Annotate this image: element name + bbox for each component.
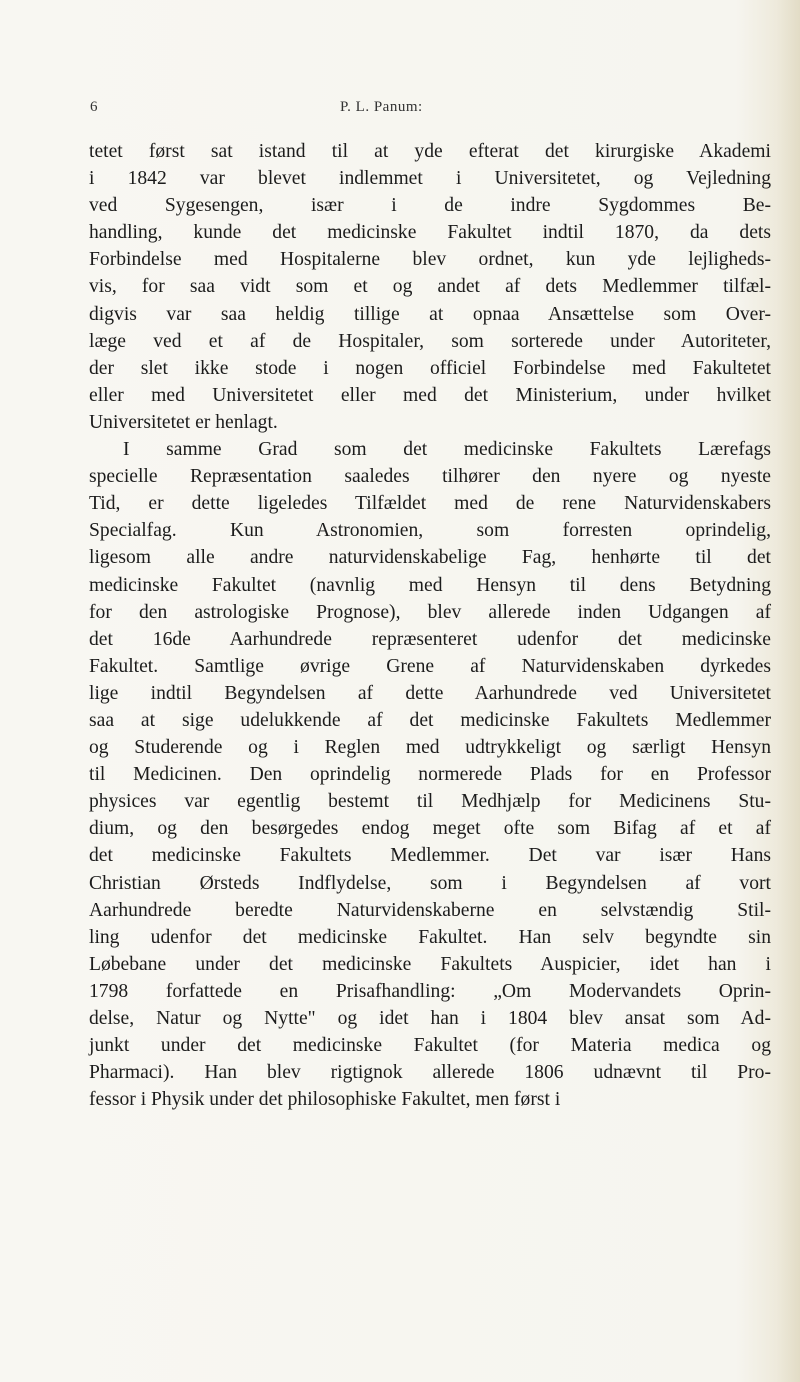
text-line: tetet først sat istand til at yde efterat det kirurgiske Akademi [89, 141, 771, 162]
text-line: vis, for saa vidt som et og andet af dets Medlemmer tilfæl- [89, 276, 771, 298]
text-line: læge ved et af de Hospitaler, som sorterede under Autoriteter, [89, 330, 771, 352]
text-line: Universitetet er henlagt. [89, 411, 278, 433]
text-line: det 16de Aarhundrede repræsenteret udenfor det medicinske [89, 628, 771, 650]
text-line: saa at sige udelukkende af det medicinske Fakultets Medlemmer [89, 709, 771, 731]
text-line: digvis var saa heldig tillige at opnaa Ansættelse som Over- [89, 303, 771, 325]
text-line: eller med Universitetet eller med det Ministerium, under hvilket [89, 384, 771, 406]
text-line: der slet ikke stode i nogen officiel Forbindelse med Fakultetet [89, 357, 771, 379]
text-line: Tid, er dette ligeledes Tilfældet med de rene Naturvidenskabers [89, 493, 771, 515]
running-head: P. L. Panum: [340, 99, 423, 115]
text-line: delse, Natur og Nytte" og idet han i 1804 blev ansat som Ad- [89, 1008, 771, 1029]
text-line: Pharmaci). Han blev rigtignok allerede 1806 udnævnt til Pro- [89, 1062, 771, 1084]
text-line: fessor i Physik under det philosophiske Fakultet, men først i [89, 1089, 561, 1111]
text-line: Christian Ørsteds Indflydelse, som i Begyndelsen af vort [89, 872, 771, 894]
text-line: I samme Grad som det medicinske Fakultets Lærefags [123, 439, 771, 461]
paragraph [89, 138, 771, 436]
text-line: lige indtil Begyndelsen af dette Aarhundrede ved Universitetet [89, 682, 771, 704]
text-line: til Medicinen. Den oprindelig normerede Plads for en Professor [89, 764, 771, 786]
text-line: ling udenfor det medicinske Fakultet. Han selv begyndte sin [89, 926, 771, 948]
body-text [89, 138, 771, 1113]
text-line: Aarhundrede beredte Naturvidenskaberne en selvstændig Stil- [89, 899, 771, 921]
page-header [90, 99, 780, 123]
text-line: medicinske Fakultet (navnlig med Hensyn til dens Betydning [89, 574, 771, 596]
text-line: Løbebane under det medicinske Fakultets Auspicier, idet han i [89, 953, 771, 975]
text-line: 1798 forfattede en Prisafhandling: „Om Modervandets Oprin- [89, 980, 771, 1002]
text-line: i 1842 var blevet indlemmet i Universitetet, og Vejledning [89, 168, 771, 190]
text-line: ligesom alle andre naturvidenskabelige Fag, henhørte til det [89, 547, 771, 569]
text-line: handling, kunde det medicinske Fakultet indtil 1870, da dets [89, 222, 771, 244]
text-line: Forbindelse med Hospitalerne blev ordnet, kun yde lejligheds- [89, 249, 771, 271]
text-line: og Studerende og i Reglen med udtrykkeligt og særligt Hensyn [89, 737, 771, 759]
text-line: Fakultet. Samtlige øvrige Grene af Naturvidenskaben dyrkedes [89, 655, 771, 677]
text-line: for den astrologiske Prognose), blev allerede inden Udgangen af [89, 601, 771, 623]
page-number: 6 [90, 99, 98, 115]
text-line: Specialfag. Kun Astronomien, som forresten oprindelig, [89, 520, 771, 542]
text-line: junkt under det medicinske Fakultet (for Materia medica og [89, 1035, 771, 1057]
text-line: specielle Repræsentation saaledes tilhører den nyere og nyeste [89, 466, 771, 488]
text-line: det medicinske Fakultets Medlemmer. Det var især Hans [89, 845, 771, 867]
text-line: physices var egentlig bestemt til Medhjælp for Medicinens Stu- [89, 791, 771, 813]
text-line: dium, og den besørgedes endog meget ofte som Bifag af et af [89, 818, 771, 840]
text-line: ved Sygesengen, især i de indre Sygdommes Be- [89, 195, 771, 217]
paragraph [89, 436, 771, 1113]
